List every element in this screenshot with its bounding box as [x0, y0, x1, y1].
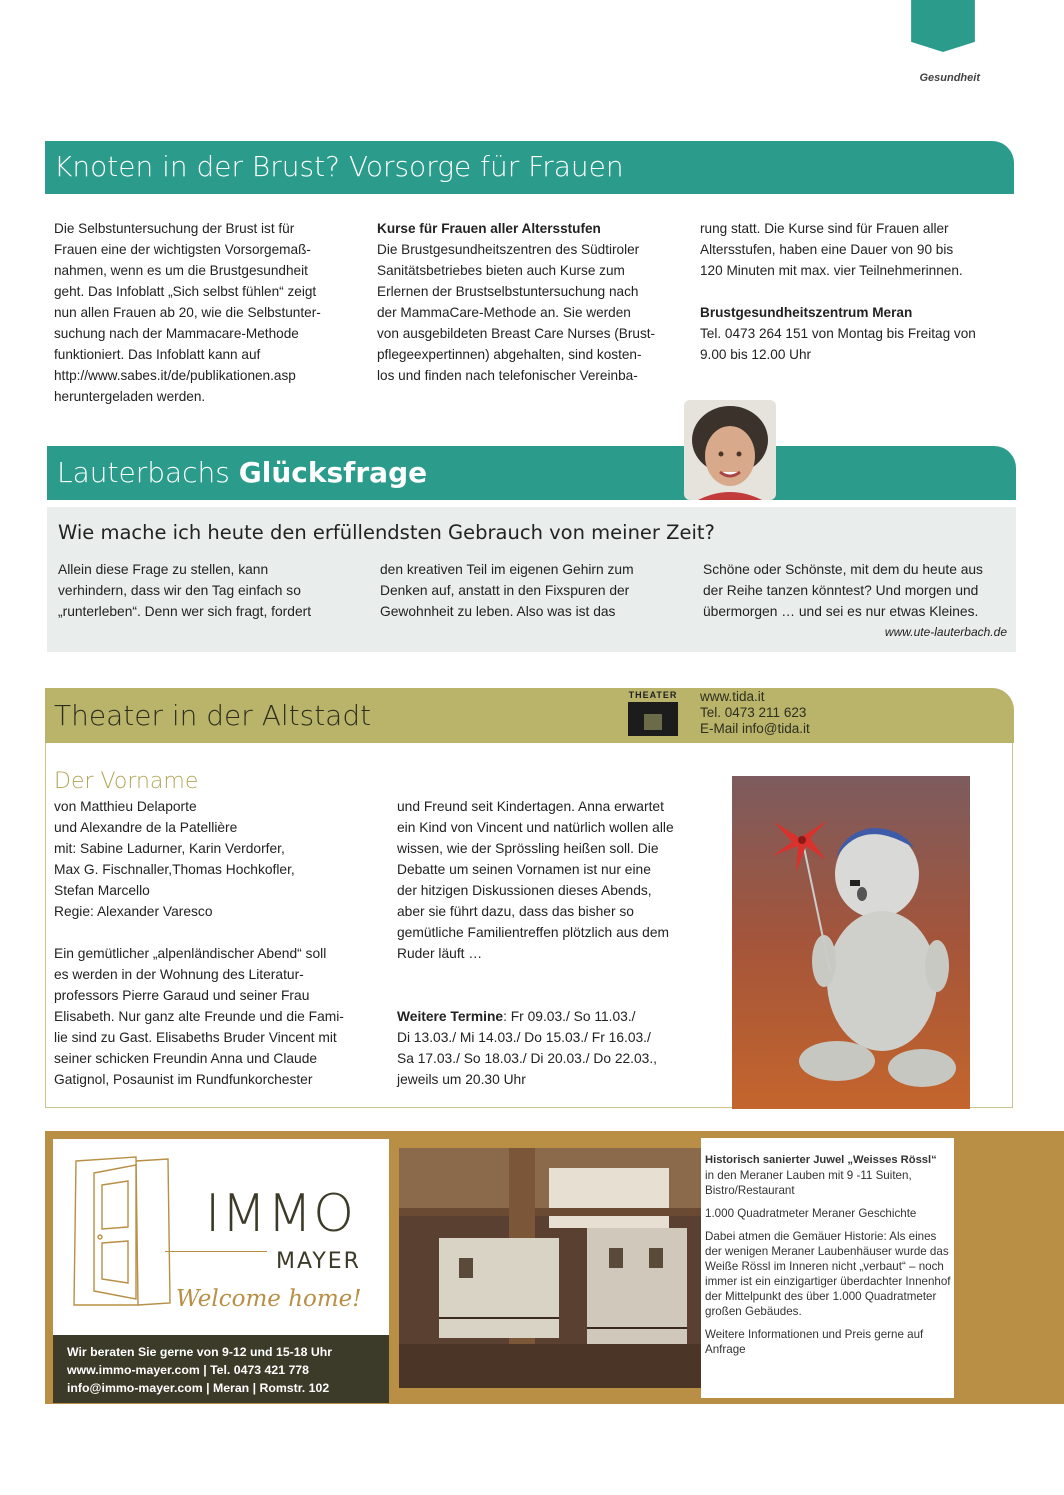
ad-slogan: Welcome home! [176, 1286, 362, 1312]
theater-phone: Tel. 0473 211 623 [700, 705, 807, 720]
theater-contact [700, 689, 810, 737]
ad-headline: Historisch sanierter Juwel „Weisses Rössl“ [705, 1154, 937, 1166]
ad-text: Historisch sanierter Juwel „Weisses Rössl“ in den Meraner Lauben mit 9 -11 Suiten, Bistro/Restaurant 1.000 Quadratmeter Meraner Geschichte Dabei atmen die Gemäuer Historie: Als eines der wenigen Meraner Laubenhäuser wurde das Weiße Rössl im Inneren nicht „verbaut“ – noch immer ist ein einzigartiger überdachter Innenhof der Mittelpunkt des über 1.000 Quadratmeter großen Gebäudes. Weitere Informationen und Preis gerne auf Anfrage [705, 1154, 951, 1356]
theater-col2: und Freund seit Kindertagen. Anna erwartet ein Kind von Vincent und natürlich wollen alle wissen, wie der Sprössling heißen soll. Die Debatte um seinen Vornamen ist nur eine der hitzigen Diskussionen dieses Abends, aber sie führt dazu, dass das bisher so gemütliche Familientreffen plötzlich aus dem Ruder läuft … Weitere Termine: Fr 09.03./ So 11.03./ Di 13.03./ Mi 14.03./ Do 15.03./ Fr 16.03./ Sa 17.03./ So 18.03./ Di 20.03./ Do 22.03., jeweils um 20.30 Uhr [397, 799, 674, 1087]
theater-logo [624, 690, 682, 740]
theater-title: Theater in der Altstadt [54, 699, 372, 732]
lauterbach-question: Wie mache ich heute den erfüllendsten Gebrauch von meiner Zeit? [58, 521, 715, 544]
door-icon [66, 1155, 178, 1315]
theater-email[interactable]: E-Mail info@tida.it [700, 721, 810, 736]
theater-logo-text: THEATER [628, 690, 678, 700]
courtyard-photo [399, 1148, 701, 1388]
section-tab [905, 0, 981, 52]
knoten-col3: rung statt. Die Kurse sind für Frauen aller Altersstufen, haben eine Dauer von 90 bis 120 Minuten mit max. vier Teilnehmerinnen. Brustgesundheitszentrum Meran Tel. 0473 264 151 von Montag bis Freitag von 9.00 bis 12.00 Uhr [700, 218, 1020, 365]
ad-contact-email[interactable]: info@immo-mayer.com | Meran | Romstr. 102 [67, 1381, 330, 1395]
lauterbach-box [47, 507, 1016, 652]
lauterbach-col3: Schöne oder Schönste, mit dem du heute aus der Reihe tanzen könntest? Und morgen und übermorgen … und sei es nur etwas Kleines. [703, 562, 983, 619]
termine-label: Weitere Termine [397, 1009, 504, 1024]
ad-brand-line [165, 1251, 267, 1252]
ad-brand-top: IMMO [205, 1184, 355, 1244]
ad-contact-hours: Wir beraten Sie gerne von 9-12 und 15-18 Uhr [67, 1345, 333, 1359]
knoten-col1: Die Selbstuntersuchung der Brust ist für Frauen eine der wichtigsten Vorsorgemaß- nahmen, wenn es um die Brustgesundheit geht. Das Infoblatt „Sich selbst fühlen“ zeigt nun allen Frauen ab 20, wie die Selbstunter- suchung nach der Mammacare-Methode funktioniert. Das Infoblatt kann auf http://www.sabes.it/de/publikationen.asp heruntergeladen werden. [54, 221, 321, 404]
play-painting [732, 776, 970, 1109]
author-portrait [684, 400, 776, 500]
lauterbach-col2: den kreativen Teil im eigenen Gehirn zum Denken auf, anstatt in den Fixspuren der Gewohnheit zu leben. Also was ist das [380, 562, 634, 619]
knoten-banner [45, 141, 1014, 194]
knoten-col2-heading: Kurse für Frauen aller Altersstufen [377, 221, 601, 236]
lauterbach-banner [47, 446, 1016, 500]
knoten-col3-heading: Brustgesundheitszentrum Meran [700, 305, 913, 320]
theater-col1: von Matthieu Delaporte und Alexandre de la Patellière mit: Sabine Ladurner, Karin Verdorfer, Max G. Fischnaller,Thomas Hochkofler, Stefan Marcello Regie: Alexander Varesco Ein gemütlicher „alpenländischer Abend“ soll es werden in der Wohnung des Literatur- professors Pierre Garaud und seiner Frau Elisabeth. Nur ganz alte Freunde und die Fami- lie sind zu Gast. Elisabeths Bruder Vincent mit seiner schicken Freundin Anna und Claude Gatignol, Posaunist im Rundfunkorchester [54, 799, 344, 1087]
ad-contact-web[interactable]: www.immo-mayer.com | Tel. 0473 421 778 [67, 1363, 309, 1377]
section-label: Gesundheit [919, 72, 980, 84]
lauterbach-website[interactable]: www.ute-lauterbach.de [884, 625, 1007, 639]
ad-brand-bottom: MAYER [276, 1249, 361, 1274]
theater-logo-icon [624, 700, 682, 740]
theater-banner [45, 688, 1014, 743]
ad-contact-box [53, 1335, 389, 1403]
lauterbach-col1: Allein diese Frage zu stellen, kann verhindern, dass wir den Tag einfach so „runterleben“. Denn wer sich fragt, fordert [58, 562, 312, 619]
theater-web[interactable]: www.tida.it [700, 689, 765, 704]
play-title: Der Vorname [54, 769, 199, 794]
knoten-col2: Kurse für Frauen aller Altersstufen Die Brustgesundheitszentren des Südtiroler Sanitätsbetriebes bieten auch Kurse zum Erlernen der Brustselbstuntersuchung nach der MammaCare-Methode an. Sie werden von ausgebildeten Breast Care Nurses (Brust- pflegeexpertinnen) abgehalten, sind kosten- los und finden nach telefonischer Vereinba- [377, 218, 692, 386]
lauterbach-title: Lauterbachs Glücksfrage [57, 456, 428, 489]
knoten-title: Knoten in der Brust? Vorsorge für Frauen [54, 150, 624, 183]
